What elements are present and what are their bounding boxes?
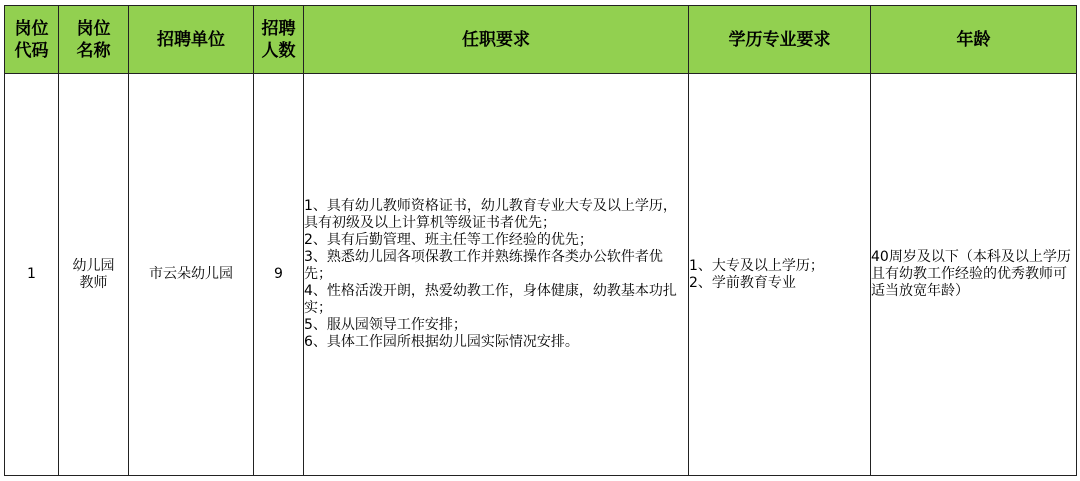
education-item: 1、大专及以上学历； [689,257,824,274]
header-recruiting-unit: 招聘单位 [129,6,254,74]
cell-position-code: 1 [5,74,59,476]
header-row [5,6,1077,74]
cell-position-name: 幼儿园 教师 [59,74,129,476]
cell-requirements [304,74,689,476]
header-position-code: 岗位 代码 [5,6,59,74]
table-row [5,74,1077,476]
requirement-item: 2、具有后勤管理、班主任等工作经验的优先； [304,232,593,248]
cell-education [689,74,871,476]
requirement-item: 4、性格活泼开朗，热爱幼教工作，身体健康，幼教基本功扎实； [304,283,677,316]
header-position-name: 岗位 名称 [59,6,129,74]
requirement-item: 5、服从园领导工作安排； [304,317,467,333]
cell-age: 40周岁及以下（本科及以上学历且有幼教工作经验的优秀教师可适当放宽年龄） [871,74,1077,476]
cell-recruiting-unit: 市云朵幼儿园 [129,74,254,476]
header-education: 学历专业要求 [689,6,871,74]
education-item: 2、学前教育专业 [689,274,796,291]
requirement-item: 3、熟悉幼儿园各项保教工作并熟练操作各类办公软件者优先； [304,249,663,282]
requirement-item: 6、具体工作园所根据幼儿园实际情况安排。 [304,334,579,350]
header-headcount: 招聘 人数 [254,6,304,74]
recruitment-table [4,5,1077,476]
header-requirements: 任职要求 [304,6,689,74]
requirement-item: 1、具有幼儿教师资格证书，幼儿教育专业大专及以上学历，具有初级及以上计算机等级证书者优先； [304,198,677,231]
header-age: 年龄 [871,6,1077,74]
cell-headcount: 9 [254,74,304,476]
